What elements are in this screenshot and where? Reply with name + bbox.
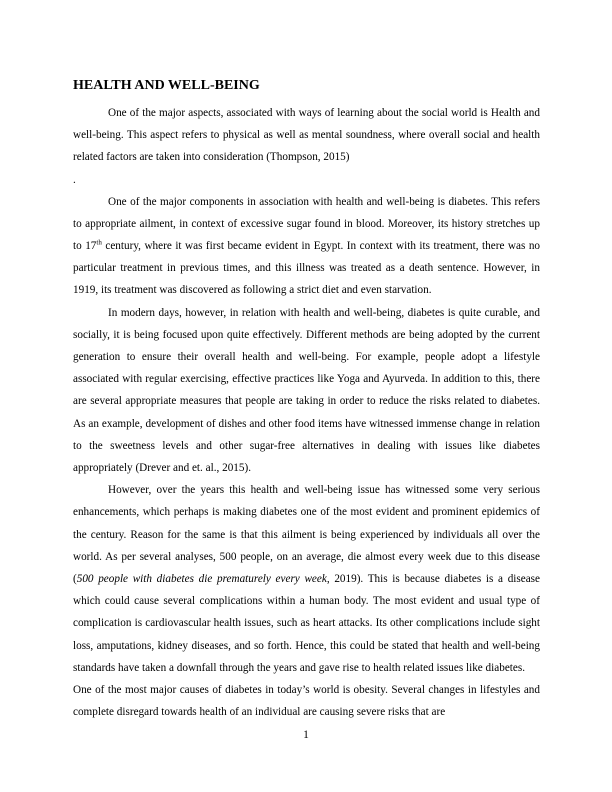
paragraph-4-text-a: However, over the years this health and well-being issue has witnessed some very serious enhancements, which perhaps is making diabetes one of the most evident and prominent epidemics of the century. Reason for the same is that this ailment is being experienced by individuals all over the world. As per several analyses, 500 people, on an average, die almost every week due to this disease (: [73, 484, 540, 586]
citation-title-italic: 500 people with diabetes die prematurely every week: [76, 573, 327, 586]
paragraph-1: One of the major aspects, associated with ways of learning about the social world is Health and well-being. This aspect refers to physical as well as mental soundness, where overall social and health related factors are taken into consideration (Thompson, 2015): [73, 107, 540, 164]
paragraph-2: [73, 191, 540, 302]
paragraph-2-text-a: One of the major components in association with health and well-being is diabetes. This refers to appropriate ailment, in context of excessive sugar found in blood. Moreover, its history stretches up to 17: [73, 195, 540, 253]
page-content: [73, 77, 540, 723]
paragraph-2-text-b: century, where it was first became evident in Egypt. In context with its treatment, there was no particular treatment in previous times, and this illness was treated as a death sentence. However, in 1919, its treatment was discovered as following a strict diet and even starvation.: [73, 240, 541, 297]
ordinal-superscript: th: [96, 238, 102, 247]
paragraph-4: [73, 479, 540, 679]
page-number: 1: [303, 729, 309, 741]
stray-period: .: [73, 173, 76, 186]
paragraph-4-text-b: , 2019). This is because diabetes is a disease which could cause several complications within a human body. The most evident and usual type of complication is cardiovascular health issues, such as heart attacks. Its other complications include sight loss, amputations, kidney diseases, and so forth. Hence, this could be stated that health and well-being standards have taken a downfall through the years and gave rise to health related issues like diabetes.: [73, 573, 540, 674]
paragraph-5: One of the most major causes of diabetes in today’s world is obesity. Several changes in lifestyles and complete disregard towards health of an individual are causing severe risks that are: [73, 684, 540, 719]
section-heading: HEALTH AND WELL-BEING: [73, 78, 260, 93]
paragraph-3: In modern days, however, in relation with health and well-being, diabetes is quite curable, and socially, it is being focused upon quite effectively. Different methods are being adopted by the current generation to ensure their overall health and well-being. For example, people adopt a lifestyle associated with regular exercising, effective practices like Yoga and Ayurveda. In addition to this, there are several appropriate measures that people are taking in order to reduce the risks related to diabetes. As an example, development of dishes and other food items have witnessed immense change in relation to the sweetness levels and other sugar-free alternatives in dealing with issues like diabetes appropriately (Drever and et. al., 2015).: [73, 306, 540, 475]
